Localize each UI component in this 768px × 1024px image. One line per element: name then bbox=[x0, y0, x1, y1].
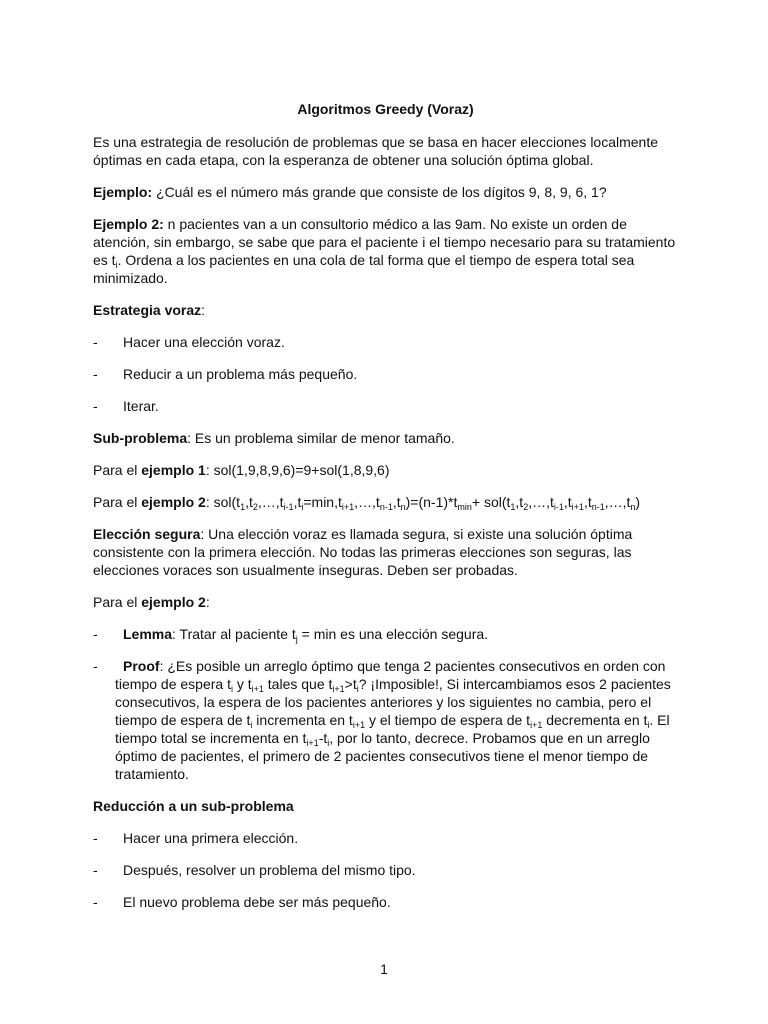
proof-text: , por lo tanto, decrece. Probamos que en un arreglo óptimo de pacientes, el primero de 2 pacientes consecutivos tiene el menor tiempo de tratamiento. bbox=[115, 730, 650, 782]
lemma-text bbox=[123, 625, 488, 643]
list-item-text: Hacer una elección voraz. bbox=[123, 334, 285, 350]
subscript: 1 bbox=[510, 502, 516, 512]
proof-text: >t bbox=[344, 676, 357, 692]
proof-label: Proof bbox=[123, 658, 160, 674]
document-title: Algoritmos Greedy (Voraz) bbox=[297, 101, 474, 117]
reduccion-heading bbox=[93, 797, 678, 815]
para-ejemplo-1-formula: : sol(1,9,8,9,6)=9+sol(1,8,9,6) bbox=[205, 462, 390, 478]
subscript: i bbox=[250, 720, 253, 730]
list-item-text: Iterar. bbox=[123, 398, 159, 414]
subproblema-paragraph bbox=[93, 429, 678, 447]
list-item bbox=[93, 333, 678, 351]
subscript: n-1 bbox=[591, 502, 605, 512]
list-item-text: El nuevo problema debe ser más pequeño. bbox=[123, 894, 391, 910]
proof-text: : ¿Es posible un arreglo óptimo que tenga 2 pacientes consecutivos en orden con tiempo de espera t bbox=[115, 658, 666, 692]
para-ejemplo-1-paragraph bbox=[93, 461, 678, 479]
subscript: i+1 bbox=[571, 502, 584, 512]
para-ejemplo-1-label: ejemplo 1 bbox=[141, 462, 206, 478]
para-ejemplo-2-heading bbox=[93, 593, 678, 611]
subscript: 2 bbox=[523, 502, 529, 512]
subscript: min bbox=[457, 502, 472, 512]
document-body bbox=[93, 100, 678, 925]
subscript: i+1 bbox=[530, 720, 543, 730]
ejemplo-1-text: ¿Cuál es el número más grande que consiste de los dígitos 9, 8, 9, 6, 1? bbox=[152, 184, 607, 200]
eleccion-segura-text: : Una elección voraz es llamada segura, si existe una solución óptima consistente con la primera elección. No todas las primeras elecciones son seguras, las elecciones voraces son usualmente inseguras. Deben ser probadas. bbox=[93, 526, 633, 578]
ejemplo-2-label: Ejemplo 2: bbox=[93, 216, 164, 232]
subscript: i+1 bbox=[352, 720, 366, 730]
proof-text: tales que t bbox=[263, 676, 333, 692]
ejemplo-1-label: Ejemplo: bbox=[93, 184, 153, 200]
list-dash: - bbox=[93, 626, 98, 642]
lemma-text-b: = min es una elección segura. bbox=[297, 626, 489, 642]
list-item-text: Hacer una primera elección. bbox=[123, 830, 299, 846]
para-ejemplo-2-formula-paragraph: Para el ejemplo 2: $sol(t_1,t_2,\dots,t_{i-1},t_i=\min,t_{i+1},\dots,t_{n-1},t_n)=(n-1)*t_{min}+$ $sol(t_1,t_2,\dots,t_{i-1},t_{i+1},t_{n-1},\dots,t_n)$ bbox=[93, 494, 641, 512]
subscript: j bbox=[295, 634, 298, 644]
subscript: 2 bbox=[252, 502, 258, 512]
proof-text: . El tiempo total se incrementa en t bbox=[115, 712, 670, 746]
subscript: 1 bbox=[240, 502, 246, 512]
list-item-text: Reducir a un problema más pequeño. bbox=[123, 366, 358, 382]
subscript: i+1 bbox=[306, 738, 319, 748]
para-colon: : bbox=[205, 594, 210, 610]
list-item-text: Después, resolver un problema del mismo tipo. bbox=[123, 862, 416, 878]
lemma-label: Lemma bbox=[123, 626, 173, 642]
para-prefix: Para el bbox=[93, 594, 142, 610]
subscript: i-1 bbox=[283, 502, 294, 512]
proof-text: y t bbox=[232, 676, 252, 692]
lemma-item bbox=[93, 625, 678, 643]
formula-text: : sol(t bbox=[205, 494, 241, 510]
para-ejemplo-2-label: ejemplo 2 bbox=[141, 594, 206, 610]
intro-paragraph: Es una estrategia de resolución de problemas que se basa en hacer elecciones localmente óptimas en cada etapa, con la esperanza de obtener una solución óptima global. bbox=[93, 134, 659, 168]
list-dash: - bbox=[93, 398, 98, 414]
subscript: i+1 bbox=[332, 684, 345, 694]
proof-text: ? ¡Imposible!, Si intercambiamos esos 2 pacientes consecutivos, la espera de los pacientes anteriores y los siguientes no cambia, pero el tiempo de espera de t bbox=[115, 676, 671, 728]
eleccion-segura-paragraph bbox=[93, 525, 678, 579]
subscript: i bbox=[230, 684, 233, 694]
estrategia-heading bbox=[93, 301, 678, 319]
subscript: n-1 bbox=[379, 502, 393, 512]
list-dash: - bbox=[93, 894, 98, 910]
subscript: n bbox=[630, 502, 636, 512]
ejemplo-2-text-a: n pacientes van a un consultorio médico a las 9am. No existe un orden de atención, sin embargo, se sabe que para el paciente i el tiempo necesario para su tratamiento es t bbox=[93, 216, 676, 268]
subproblema-text: : Es un problema similar de menor tamaño. bbox=[187, 430, 455, 446]
subscript: i bbox=[356, 684, 359, 694]
list-dash: - bbox=[93, 862, 98, 878]
page-number: 1 bbox=[380, 961, 388, 977]
ejemplo-2-paragraph bbox=[93, 215, 678, 287]
list-dash: - bbox=[93, 366, 98, 382]
subproblema-label: Sub-problema bbox=[93, 430, 188, 446]
lemma-text-a: : Tratar al paciente t bbox=[172, 626, 296, 642]
eleccion-segura-label: Elección segura bbox=[93, 526, 201, 542]
list-item bbox=[93, 861, 678, 879]
list-dash: - bbox=[93, 334, 98, 350]
ejemplo-1-paragraph bbox=[93, 183, 678, 201]
proof-text: y el tiempo de espera de t bbox=[365, 712, 531, 728]
proof-text: -t bbox=[318, 730, 328, 746]
subscript: i bbox=[647, 720, 650, 730]
estrategia-colon: : bbox=[201, 302, 206, 318]
subscript: n bbox=[400, 502, 406, 512]
subscript-i: i bbox=[115, 260, 118, 270]
list-item bbox=[93, 893, 678, 911]
proof-item bbox=[93, 657, 678, 783]
para-prefix: Para el bbox=[93, 462, 142, 478]
subscript: i bbox=[301, 502, 304, 512]
list-item bbox=[93, 829, 678, 847]
list-dash: - bbox=[93, 830, 98, 846]
subscript: i+1 bbox=[341, 502, 355, 512]
proof-text: incrementa en t bbox=[252, 712, 353, 728]
list-item bbox=[93, 365, 678, 383]
subscript: i+1 bbox=[251, 684, 264, 694]
para-prefix: Para el bbox=[93, 494, 142, 510]
proof-text: decrementa en t bbox=[542, 712, 648, 728]
list-dash: - bbox=[93, 658, 98, 674]
list-item bbox=[93, 397, 678, 415]
subscript: i-1 bbox=[553, 502, 564, 512]
subscript: i bbox=[327, 738, 330, 748]
estrategia-label: Estrategia voraz bbox=[93, 302, 202, 318]
ejemplo-2-text-b: . Ordena a los pacientes en una cola de tal forma que el tiempo de espera total sea minimizado. bbox=[93, 252, 635, 286]
para-ejemplo-2-label: ejemplo 2 bbox=[141, 494, 206, 510]
formula-end: ) bbox=[635, 494, 641, 510]
reduccion-label: Reducción a un sub-problema bbox=[93, 798, 294, 814]
